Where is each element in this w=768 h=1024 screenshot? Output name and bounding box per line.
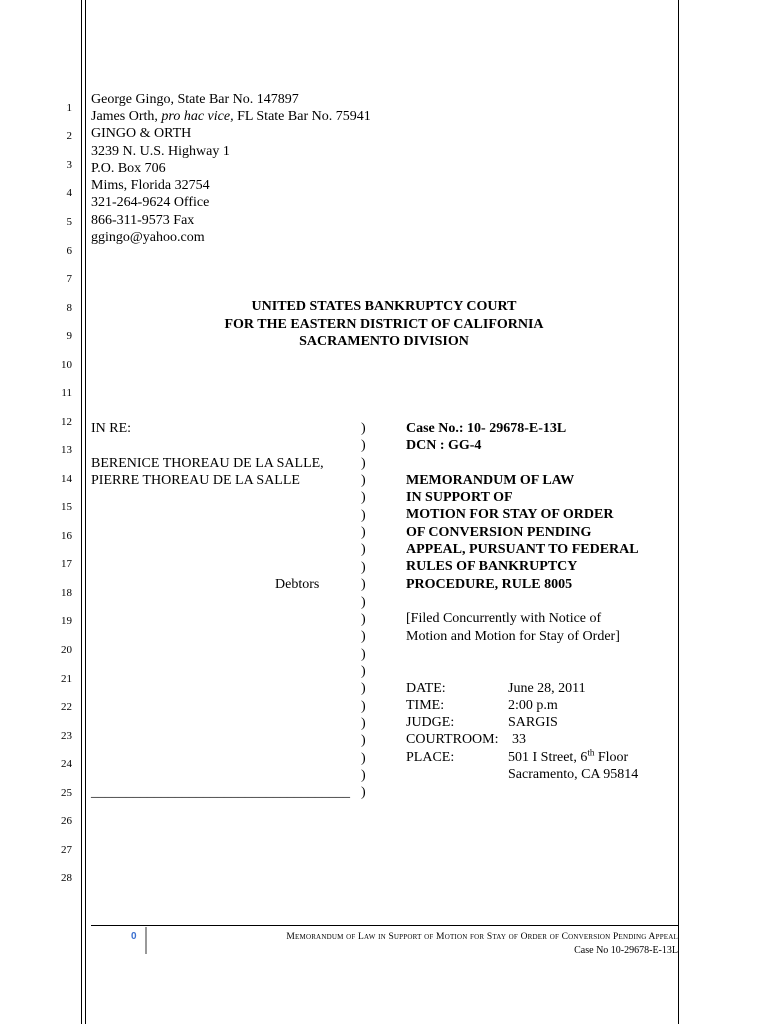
place-label: PLACE: <box>406 750 455 765</box>
document-title-line-1: MEMORANDUM OF LAW <box>406 473 575 488</box>
court-title-line-3: SACRAMENTO DIVISION <box>299 334 469 349</box>
address-line-1: 3239 N. U.S. Highway 1 <box>91 144 230 159</box>
line-number: 28 <box>61 872 72 884</box>
document-title-line-5: APPEAL, PURSUANT TO FEDERAL <box>406 542 639 557</box>
caption-paren: ) <box>361 768 366 783</box>
line-number: 7 <box>66 273 72 285</box>
document-title-line-2: IN SUPPORT OF <box>406 490 513 505</box>
line-number: 3 <box>66 159 72 171</box>
time-label: TIME: <box>406 698 445 713</box>
caption-paren: ) <box>361 525 366 541</box>
right-margin-rule <box>678 0 679 1024</box>
line-number: 13 <box>61 444 72 456</box>
footer-page-number: 0 <box>131 931 137 942</box>
document-title-line-7: PROCEDURE, RULE 8005 <box>406 577 573 592</box>
line-number: 23 <box>61 730 72 742</box>
caption-paren: ) <box>361 421 366 436</box>
document-title-line-6: RULES OF BANKRUPTCY <box>406 559 578 574</box>
line-number: 12 <box>61 416 72 428</box>
time-value: 2:00 p.m <box>508 698 558 713</box>
line-number: 8 <box>66 302 72 314</box>
caption-paren: ) <box>361 785 366 801</box>
pro-hac-vice-text: pro hac vice, <box>161 109 234 124</box>
filed-concurrently-line-1: [Filed Concurrently with Notice of <box>406 611 602 626</box>
caption-paren: ) <box>361 473 366 489</box>
left-margin-rule-inner <box>85 0 86 1024</box>
line-number: 6 <box>66 245 72 257</box>
case-number: Case No.: 10- 29678-E-13L <box>406 421 567 436</box>
footer-top-rule <box>91 925 679 926</box>
email: ggingo@yahoo.com <box>91 230 205 245</box>
caption-paren: ) <box>361 490 366 506</box>
line-number: 14 <box>61 473 72 485</box>
line-number: 26 <box>61 815 72 827</box>
address-line-3: Mims, Florida 32754 <box>91 178 210 193</box>
courtroom-value: 33 <box>512 732 526 747</box>
attorney-line-1: George Gingo, State Bar No. 147897 <box>91 92 299 107</box>
judge-label: JUDGE: <box>406 715 455 730</box>
line-number: 11 <box>61 387 72 399</box>
caption-paren: ) <box>361 577 366 593</box>
place-value: 501 I Street, 6th Floor <box>508 747 629 765</box>
left-margin-rule-outer <box>81 0 82 1024</box>
fax-number: 866-311-9573 Fax <box>91 213 195 228</box>
caption-paren: ) <box>361 750 366 766</box>
caption-paren: ) <box>361 455 366 471</box>
line-number: 15 <box>61 501 72 513</box>
document-title-line-3: MOTION FOR STAY OF ORDER <box>406 507 614 522</box>
caption-paren: ) <box>361 559 366 575</box>
judge-value: SARGIS <box>508 715 558 730</box>
footer-case-number: Case No 10-29678-E-13L <box>574 945 678 956</box>
caption-paren: ) <box>361 715 366 731</box>
caption-paren: ) <box>361 542 366 558</box>
line-number: 4 <box>66 187 72 199</box>
dcn-number: DCN : GG-4 <box>406 438 482 453</box>
debtors-label: Debtors <box>275 577 320 592</box>
line-number: 16 <box>61 530 72 542</box>
line-number: 20 <box>61 644 72 656</box>
line-number: 25 <box>61 787 72 799</box>
date-label: DATE: <box>406 681 446 696</box>
line-number: 18 <box>61 587 72 599</box>
line-number: 27 <box>61 844 72 856</box>
caption-signature-line: _____________________________________ <box>91 785 350 800</box>
place-value-city: Sacramento, CA 95814 <box>508 767 639 782</box>
line-number: 21 <box>61 673 72 685</box>
caption-paren: ) <box>361 663 366 679</box>
caption-paren: ) <box>361 507 366 523</box>
line-number: 2 <box>66 130 72 142</box>
line-number: 1 <box>66 102 72 114</box>
line-number: 9 <box>66 330 72 342</box>
document-title-line-4: OF CONVERSION PENDING <box>406 525 592 540</box>
caption-paren: ) <box>361 611 366 627</box>
footer-page-divider <box>145 927 147 954</box>
filed-concurrently-line-2: Motion and Motion for Stay of Order] <box>406 629 620 644</box>
line-number: 19 <box>61 615 72 627</box>
in-re-label: IN RE: <box>91 421 132 436</box>
courtroom-label: COURTROOM: <box>406 732 499 747</box>
debtor-name-1: BERENICE THOREAU DE LA SALLE, <box>91 456 324 471</box>
caption-paren: ) <box>361 681 366 697</box>
caption-paren: ) <box>361 594 366 610</box>
line-number: 17 <box>61 558 72 570</box>
date-value: June 28, 2011 <box>508 681 586 696</box>
caption-paren: ) <box>361 646 366 662</box>
court-title-line-2: FOR THE EASTERN DISTRICT OF CALIFORNIA <box>224 317 544 332</box>
debtor-name-2: PIERRE THOREAU DE LA SALLE <box>91 473 300 488</box>
footer-title: Memorandum of Law in Support of Motion for Stay of Order of Conversion Pending Appeal <box>286 932 678 942</box>
line-number: 5 <box>66 216 72 228</box>
attorney-line-2: James Orth, pro hac vice, FL State Bar No. 75941 <box>91 109 371 124</box>
caption-paren: ) <box>361 629 366 645</box>
address-line-2: P.O. Box 706 <box>91 161 166 176</box>
line-number: 10 <box>61 359 72 371</box>
office-phone: 321-264-9624 Office <box>91 195 210 210</box>
firm-name: GINGO & ORTH <box>91 126 192 141</box>
caption-paren: ) <box>361 698 366 714</box>
line-number: 24 <box>61 758 72 770</box>
caption-paren: ) <box>361 438 366 454</box>
court-title-line-1: UNITED STATES BANKRUPTCY COURT <box>251 299 517 314</box>
caption-paren: ) <box>361 733 366 749</box>
line-number: 22 <box>61 701 72 713</box>
